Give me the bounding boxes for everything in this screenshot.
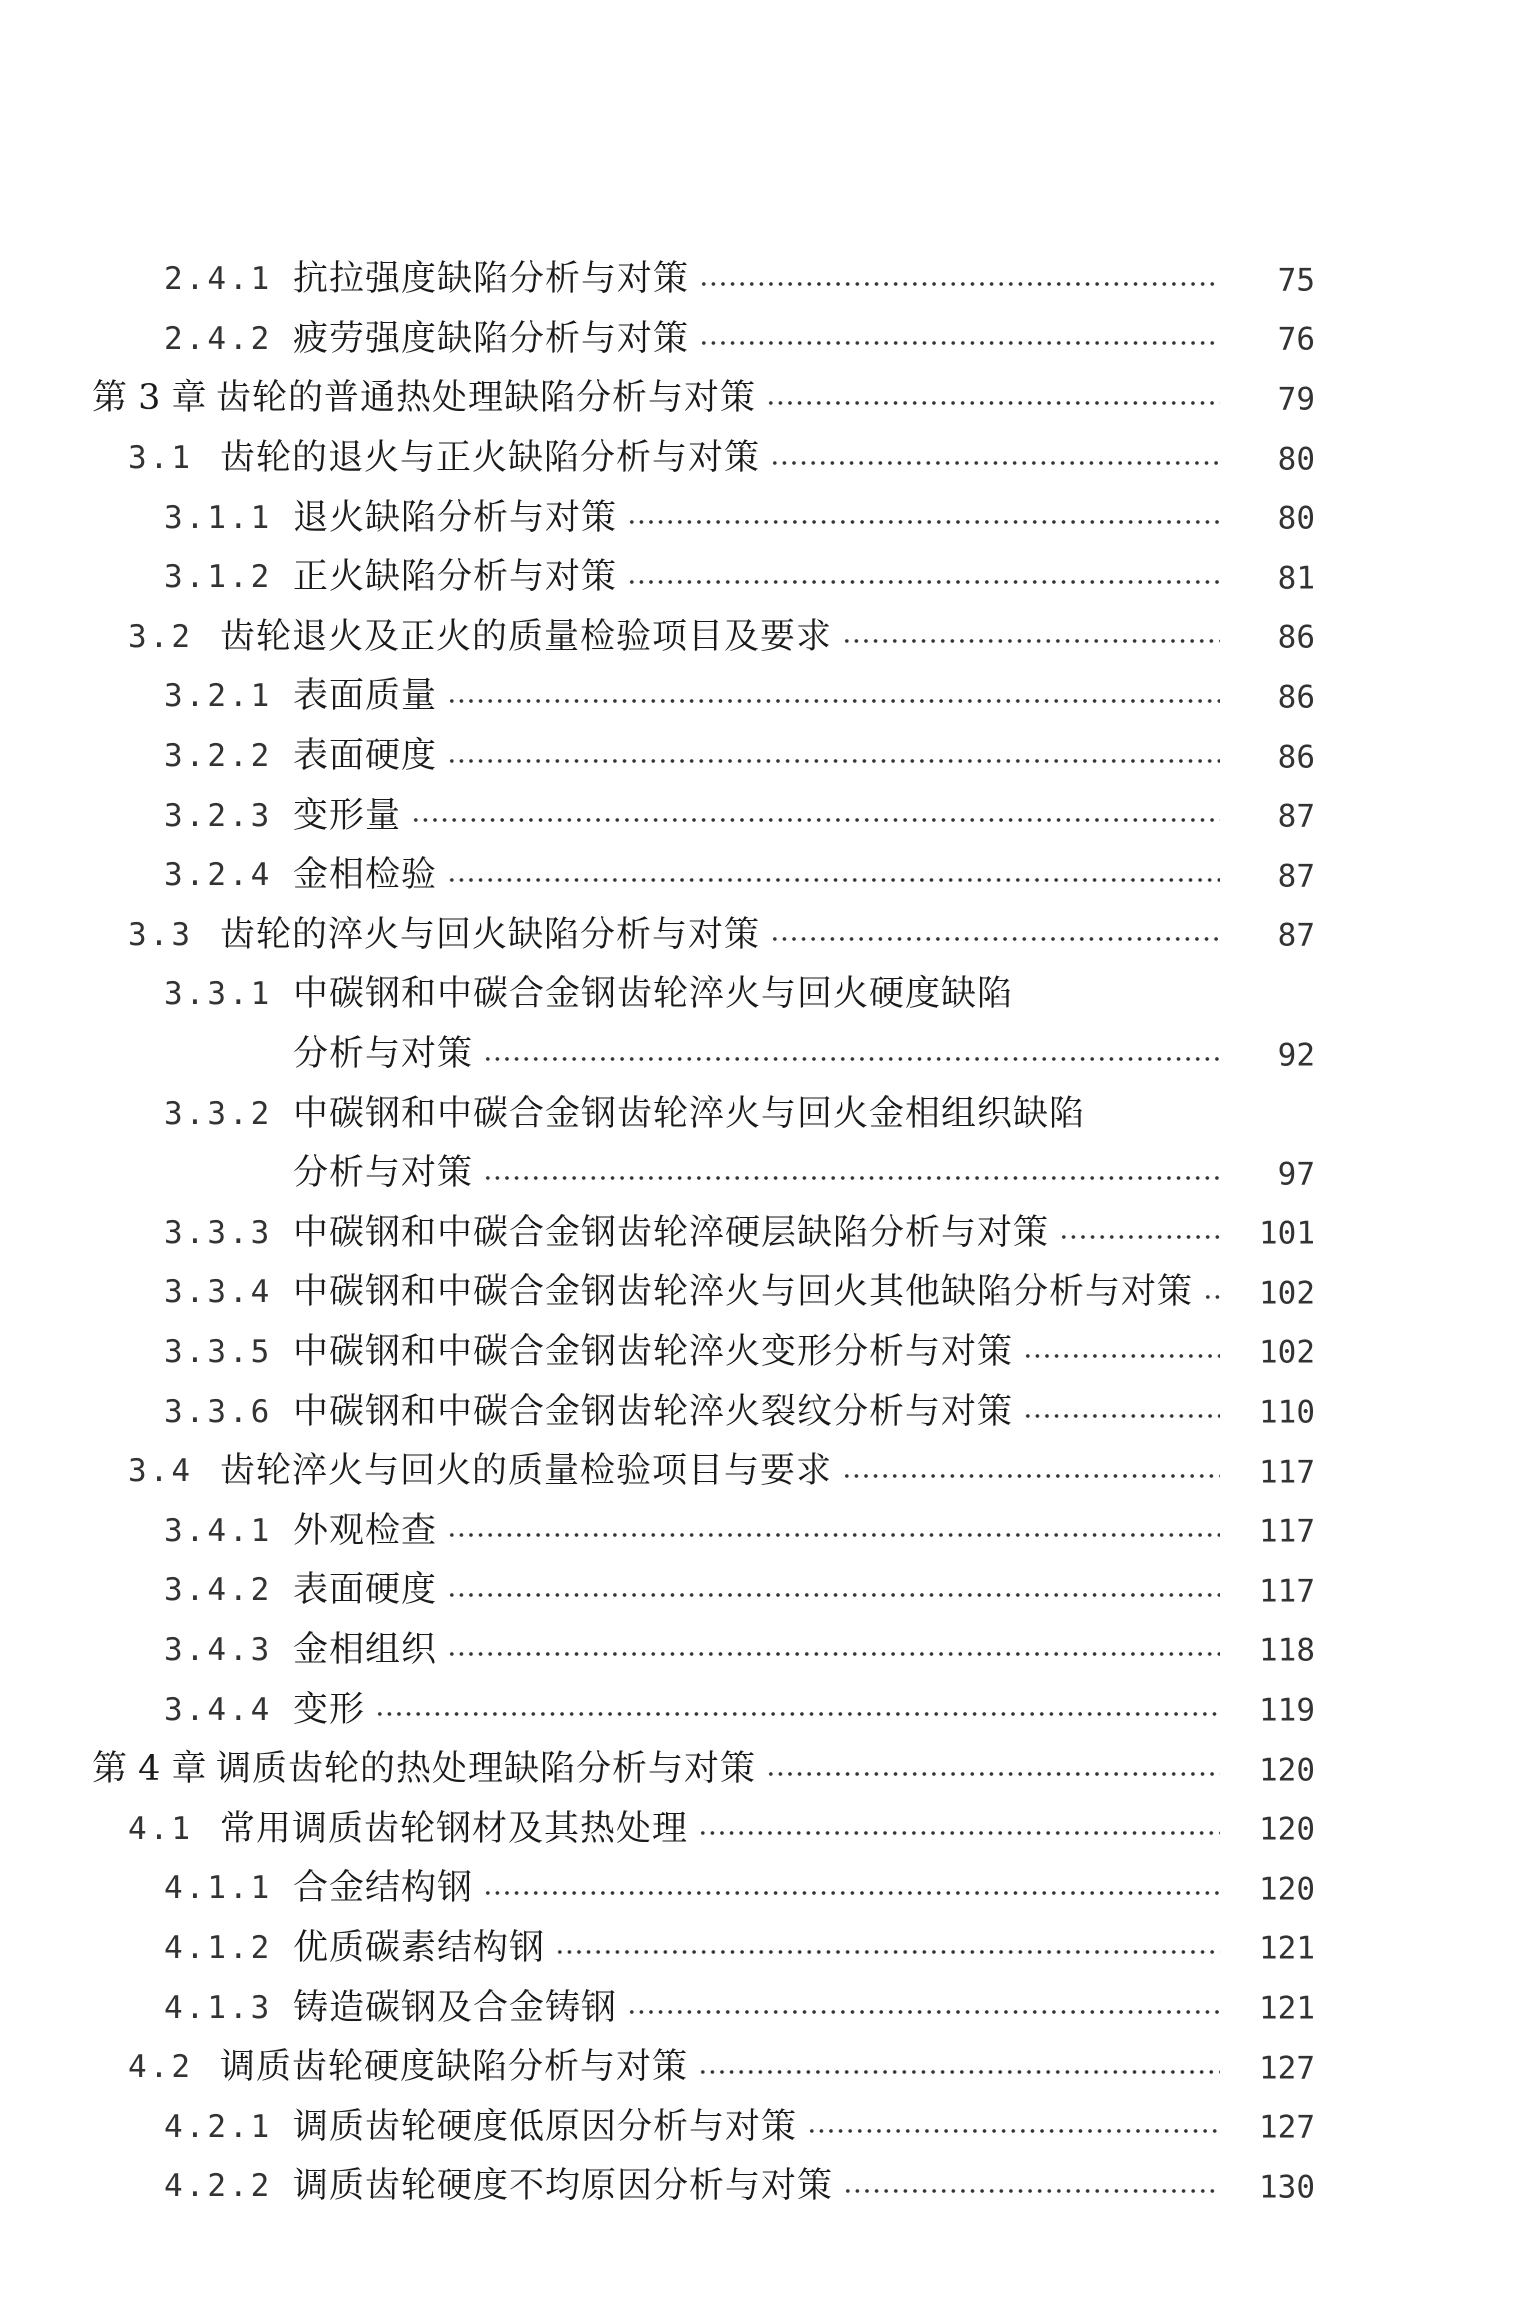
section-number: 3.4.1 — [164, 1512, 273, 1549]
page-number: 81 — [1277, 560, 1315, 597]
toc-entry[interactable] — [0, 1919, 1535, 1979]
toc-entry[interactable] — [0, 1025, 1535, 1085]
section-number: 3.4.3 — [164, 1631, 273, 1668]
page-number: 87 — [1277, 918, 1315, 955]
toc-entry[interactable] — [0, 310, 1535, 370]
dot-leader — [447, 758, 1220, 764]
section-number: 3.2.2 — [164, 738, 273, 775]
dot-leader — [627, 519, 1220, 525]
section-title: 调质齿轮硬度不均原因分析与对策 — [293, 2166, 834, 2207]
section-number: 4.2.2 — [164, 2168, 273, 2205]
page-number: 92 — [1277, 1037, 1315, 1074]
dot-leader — [447, 698, 1220, 704]
toc-entry[interactable] — [0, 1382, 1535, 1442]
page-number: 87 — [1277, 858, 1315, 895]
section-number: 3.3.3 — [164, 1214, 273, 1251]
dot-leader — [807, 2128, 1220, 2134]
section-title: 分析与对策 — [293, 1034, 474, 1075]
page-number: 101 — [1259, 1216, 1315, 1253]
toc-entry[interactable] — [0, 727, 1535, 787]
dot-leader — [1203, 1294, 1220, 1300]
section-number: 4.1.3 — [164, 1989, 273, 2026]
section-title: 表面质量 — [293, 676, 438, 717]
page-number: 117 — [1259, 1514, 1315, 1551]
section-title: 中碳钢和中碳合金钢齿轮淬硬层缺陷分析与对策 — [293, 1212, 1050, 1253]
section-number: 3.2.1 — [164, 678, 273, 715]
page-number: 79 — [1277, 381, 1315, 418]
toc-entry[interactable] — [0, 1204, 1535, 1264]
section-number: 4.2 — [128, 2049, 193, 2086]
section-number: 4.1.2 — [164, 1929, 273, 1966]
section-title: 齿轮的淬火与回火缺陷分析与对策 — [220, 914, 761, 955]
toc-entry[interactable] — [0, 488, 1535, 548]
page-number: 130 — [1259, 2169, 1315, 2206]
dot-leader — [1023, 1353, 1220, 1359]
section-number: 第 4 章 — [92, 1749, 207, 1790]
dot-leader — [447, 1592, 1220, 1598]
dot-leader — [699, 281, 1220, 287]
dot-leader — [1023, 1413, 1220, 1419]
section-number: 2.4.1 — [164, 261, 273, 298]
toc-entry[interactable] — [0, 667, 1535, 727]
dot-leader — [411, 817, 1220, 823]
section-number: 3.3.6 — [164, 1393, 273, 1430]
page-number: 120 — [1259, 1871, 1315, 1908]
section-number: 3.4.4 — [164, 1691, 273, 1728]
toc-entry[interactable] — [0, 1799, 1535, 1859]
toc-entry[interactable] — [0, 1561, 1535, 1621]
section-title: 常用调质齿轮钢材及其热处理 — [220, 1808, 689, 1849]
section-number: 3.2.3 — [164, 797, 273, 834]
section-number: 3.2 — [128, 618, 193, 655]
toc-entry[interactable] — [0, 429, 1535, 489]
dot-leader — [447, 877, 1220, 883]
toc-entry[interactable] — [0, 1084, 1535, 1144]
section-title: 齿轮的退火与正火缺陷分析与对策 — [220, 438, 761, 479]
dot-leader — [447, 1532, 1220, 1538]
section-title: 中碳钢和中碳合金钢齿轮淬火与回火金相组织缺陷 — [293, 1093, 1086, 1134]
page-number: 87 — [1277, 798, 1315, 835]
section-title: 中碳钢和中碳合金钢齿轮淬火裂纹分析与对策 — [293, 1391, 1014, 1432]
page-number: 127 — [1259, 2109, 1315, 2146]
section-title: 中碳钢和中碳合金钢齿轮淬火与回火硬度缺陷 — [293, 974, 1014, 1015]
dot-leader — [627, 2009, 1220, 2015]
dot-leader — [770, 460, 1220, 466]
toc-entry[interactable] — [0, 2038, 1535, 2098]
section-title: 表面硬度 — [293, 736, 438, 777]
section-number: 第 3 章 — [92, 378, 207, 419]
toc-entry[interactable] — [0, 965, 1535, 1025]
section-title: 退火缺陷分析与对策 — [293, 497, 618, 538]
table-of-contents — [0, 250, 1535, 2217]
section-title: 变形量 — [293, 795, 402, 836]
page-number: 86 — [1277, 679, 1315, 716]
section-title: 调质齿轮的热处理缺陷分析与对策 — [216, 1749, 757, 1790]
toc-entry[interactable] — [0, 250, 1535, 310]
page-number: 75 — [1277, 262, 1315, 299]
toc-entry[interactable] — [0, 1680, 1535, 1740]
toc-entry[interactable] — [0, 1859, 1535, 1919]
toc-entry[interactable] — [0, 1442, 1535, 1502]
dot-leader — [1059, 1234, 1220, 1240]
section-number: 4.2.1 — [164, 2108, 273, 2145]
section-title: 齿轮的普通热处理缺陷分析与对策 — [216, 378, 757, 419]
toc-entry[interactable] — [0, 906, 1535, 966]
page-number: 118 — [1259, 1633, 1315, 1670]
section-title: 中碳钢和中碳合金钢齿轮淬火与回火其他缺陷分析与对策 — [293, 1272, 1194, 1313]
toc-entry[interactable] — [0, 2157, 1535, 2217]
dot-leader — [766, 400, 1220, 406]
section-number: 3.4 — [128, 1453, 193, 1490]
page-number: 97 — [1277, 1156, 1315, 1193]
page-number: 76 — [1277, 322, 1315, 359]
section-number: 3.3 — [128, 916, 193, 953]
section-title: 铸造碳钢及合金铸钢 — [293, 1987, 618, 2028]
toc-entry[interactable] — [0, 1323, 1535, 1383]
section-number: 4.1.1 — [164, 1870, 273, 1907]
dot-leader — [842, 638, 1220, 644]
dot-leader — [375, 1711, 1220, 1717]
section-title: 调质齿轮硬度缺陷分析与对策 — [220, 2047, 689, 2088]
section-title: 调质齿轮硬度低原因分析与对策 — [293, 2106, 798, 2147]
section-title: 正火缺陷分析与对策 — [293, 557, 618, 598]
section-number: 2.4.2 — [164, 320, 273, 357]
section-number: 3.2.4 — [164, 857, 273, 894]
section-title: 合金结构钢 — [293, 1868, 474, 1909]
page-number: 120 — [1259, 1811, 1315, 1848]
page-number: 119 — [1259, 1692, 1315, 1729]
page-number: 117 — [1259, 1454, 1315, 1491]
toc-entry[interactable] — [0, 608, 1535, 668]
toc-entry[interactable] — [0, 548, 1535, 608]
dot-leader — [770, 936, 1220, 942]
section-title: 表面硬度 — [293, 1570, 438, 1611]
toc-entry[interactable] — [0, 1978, 1535, 2038]
page-number: 121 — [1259, 1990, 1315, 2027]
section-number: 3.4.2 — [164, 1572, 273, 1609]
section-title: 齿轮淬火与回火的质量检验项目与要求 — [220, 1451, 833, 1492]
dot-leader — [842, 1473, 1220, 1479]
dot-leader — [699, 340, 1220, 346]
toc-entry[interactable] — [0, 1263, 1535, 1323]
page-number: 117 — [1259, 1573, 1315, 1610]
toc-entry[interactable] — [0, 786, 1535, 846]
toc-entry[interactable] — [0, 1740, 1535, 1800]
page-number: 127 — [1259, 2050, 1315, 2087]
section-number: 4.1 — [128, 1810, 193, 1847]
toc-entry[interactable] — [0, 1144, 1535, 1204]
dot-leader — [698, 2069, 1220, 2075]
page-number: 80 — [1277, 500, 1315, 537]
toc-entry[interactable] — [0, 1621, 1535, 1681]
page-number: 86 — [1277, 620, 1315, 657]
section-number: 3.3.1 — [164, 976, 273, 1013]
toc-entry[interactable] — [0, 2097, 1535, 2157]
section-number: 3.3.5 — [164, 1333, 273, 1370]
page-number: 102 — [1259, 1275, 1315, 1312]
dot-leader — [483, 1056, 1220, 1062]
page-number: 102 — [1259, 1335, 1315, 1372]
dot-leader — [447, 1651, 1220, 1657]
section-title: 优质碳素结构钢 — [293, 1927, 546, 1968]
section-number: 3.3.2 — [164, 1095, 273, 1132]
section-title: 金相组织 — [293, 1629, 438, 1670]
section-title: 金相检验 — [293, 855, 438, 896]
page-number: 120 — [1259, 1752, 1315, 1789]
dot-leader — [766, 1771, 1220, 1777]
section-title: 变形 — [293, 1689, 366, 1730]
dot-leader — [698, 1830, 1220, 1836]
toc-entry[interactable] — [0, 1501, 1535, 1561]
section-number: 3.1 — [128, 440, 193, 477]
section-number: 3.3.4 — [164, 1274, 273, 1311]
page-number: 86 — [1277, 739, 1315, 776]
toc-entry[interactable] — [0, 846, 1535, 906]
dot-leader — [627, 579, 1220, 585]
page-number: 110 — [1259, 1394, 1315, 1431]
dot-leader — [843, 2188, 1220, 2194]
page-number: 80 — [1277, 441, 1315, 478]
page-number: 121 — [1259, 1931, 1315, 1968]
section-title: 分析与对策 — [293, 1153, 474, 1194]
section-number: 3.1.2 — [164, 559, 273, 596]
section-title: 中碳钢和中碳合金钢齿轮淬火变形分析与对策 — [293, 1331, 1014, 1372]
section-title: 齿轮退火及正火的质量检验项目及要求 — [220, 616, 833, 657]
toc-entry[interactable] — [0, 369, 1535, 429]
section-title: 疲劳强度缺陷分析与对策 — [293, 318, 690, 359]
section-number: 3.1.1 — [164, 499, 273, 536]
section-title: 抗拉强度缺陷分析与对策 — [293, 259, 690, 300]
section-title: 外观检查 — [293, 1510, 438, 1551]
dot-leader — [555, 1949, 1220, 1955]
dot-leader — [483, 1175, 1220, 1181]
dot-leader — [483, 1890, 1220, 1896]
